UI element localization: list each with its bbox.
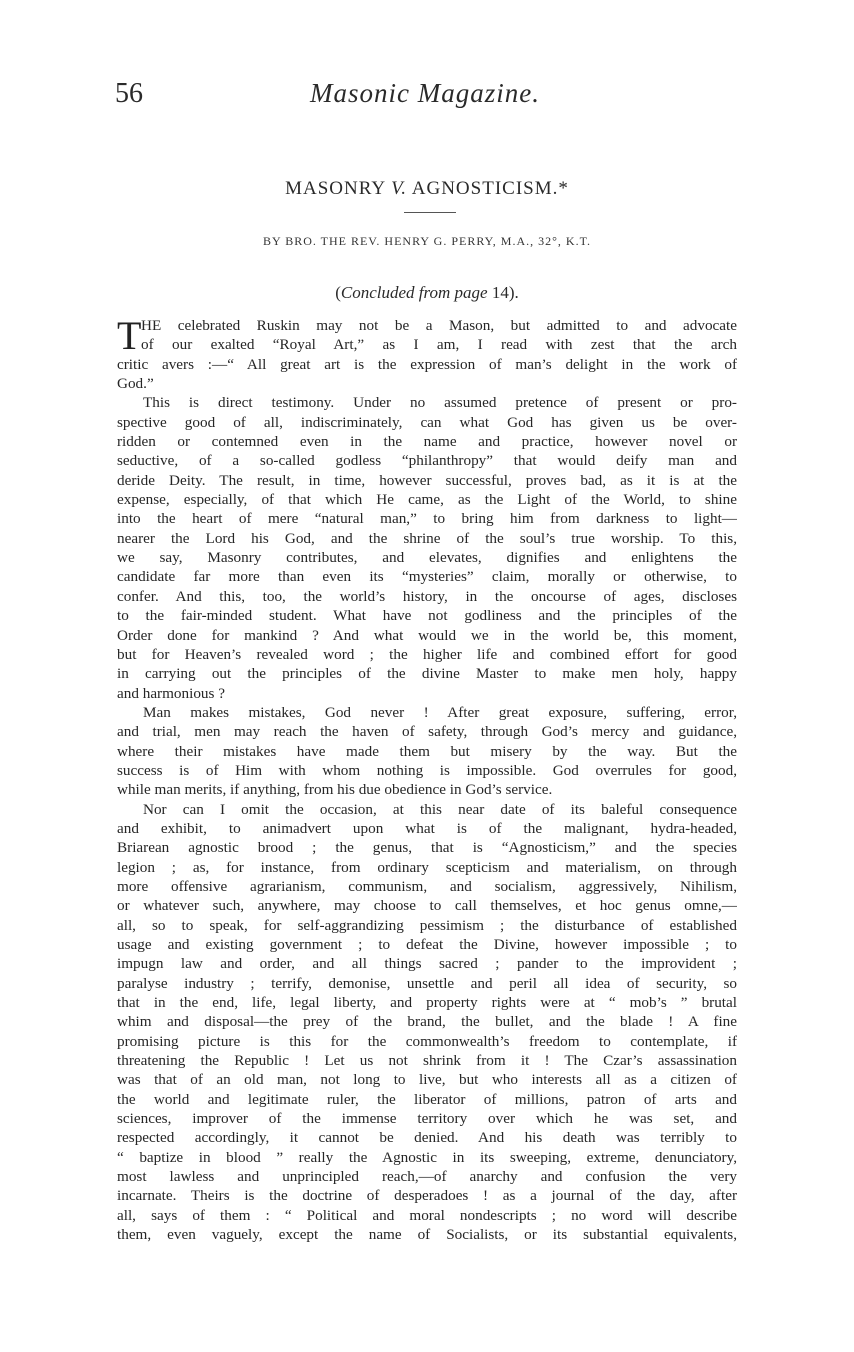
body-line: legion ; as, for instance, from ordinary scepticism and materialism, on through xyxy=(117,858,737,876)
body-line: the world and legitimate ruler, the liberator of millions, patron of arts and xyxy=(117,1090,737,1108)
body-line: HE celebrated Ruskin may not be a Mason, but admitted to and advocate xyxy=(141,317,737,334)
body-line: more offensive agrarianism, communism, and socialism, aggressively, Nihilism, xyxy=(117,877,737,895)
journal-title: Masonic Magazine. xyxy=(310,78,540,108)
body-line: where their mistakes have made them but misery by the way. But the xyxy=(117,742,737,760)
body-line: whim and disposal—the prey of the brand, the bullet, and the blade ! A fine xyxy=(117,1013,737,1031)
body-line: of our exalted “Royal Art,” as I am, I read with zest that the arch xyxy=(141,336,737,354)
body-line: we say, Masonry contributes, and elevates, dignifies and enlightens the xyxy=(117,549,737,567)
body-line: and harmonious ? xyxy=(117,684,225,702)
body-line: This is direct testimony. Under no assumed pretence of present or pro- xyxy=(143,394,737,412)
body-line: promising picture is this for the commonwealth’s freedom to contemplate, if xyxy=(117,1032,737,1050)
title-main: MASONRY xyxy=(285,178,392,199)
title-versus: V. xyxy=(391,178,408,199)
running-head xyxy=(115,78,735,112)
body-line: while man merits, if anything, from his due obedience in God’s service. xyxy=(117,781,553,799)
body-line: usage and existing government ; to defeat the Divine, however impossible ; to xyxy=(117,936,737,953)
body-line: or whatever such, anywhere, may choose to call themselves, et hoc genus omne,— xyxy=(117,897,737,915)
body-line: most lawless and unprincipled reach,—of anarchy and confusion the very xyxy=(117,1168,737,1186)
body-line: in carrying out the principles of the divine Master to make men holy, happy xyxy=(117,665,737,683)
body-line: impugn law and order, and all things sacred ; pander to the improvident ; xyxy=(117,955,737,973)
body-line: spective good of all, indiscriminately, can what God has given us be over- xyxy=(117,413,737,431)
body-line: Nor can I omit the occasion, at this near date of its baleful consequence xyxy=(143,800,737,818)
body-line: them, even vaguely, except the name of Socialists, or its substantial equivalents, xyxy=(117,1226,737,1244)
title-divider xyxy=(404,212,456,213)
body-line: all, says of them : “ Political and moral nondescripts ; no word will describe xyxy=(117,1206,737,1224)
body-line: to the fair-minded student. What have not godliness and the principles of the xyxy=(117,607,737,625)
body-line: success is of Him with whom nothing is impossible. God overrules for good, xyxy=(117,761,737,779)
body-line: ridden or contemned even in the name and practice, however novel or xyxy=(117,433,737,451)
body-line: Order done for mankind ? And what would we in the world be, this moment, xyxy=(117,626,737,644)
drop-cap: T xyxy=(117,313,142,358)
body-line: into the heart of mere “natural man,” to bring him from darkness to light— xyxy=(117,510,737,528)
body-line: and exhibit, to animadvert upon what is of the malignant, hydra-headed, xyxy=(117,819,737,837)
body-line: expense, especially, of that which He came, as the Light of the World, to shine xyxy=(117,491,737,509)
body-line: incarnate. Theirs is the doctrine of desperadoes ! as a journal of the day, after xyxy=(117,1187,737,1205)
body-line: critic avers :—“ All great art is the expression of man’s delight in the work of xyxy=(117,355,737,373)
continuation-close: 14). xyxy=(487,283,519,302)
body-line: respected accordingly, it cannot be denied. And his death was terribly to xyxy=(117,1129,737,1147)
article-title xyxy=(0,178,854,200)
body-line: “ baptize in blood ” really the Agnostic in its sweeping, extreme, denunciatory, xyxy=(117,1148,737,1166)
body-line: paralyse industry ; terrify, demonise, unsettle and peril all idea of security, so xyxy=(117,974,737,992)
body-line: nearer the Lord his God, and the shrine of the soul’s true worship. To this, xyxy=(117,529,737,547)
body-line: deride Deity. The result, in time, however successful, proves bad, as it is at the xyxy=(117,471,737,489)
body-line: seductive, of a so-called godless “philanthropy” that would deify man and xyxy=(117,452,737,470)
continuation-note xyxy=(0,283,854,303)
continuation-italic: Concluded from page xyxy=(340,283,488,302)
body-line: God.” xyxy=(117,375,154,393)
body-line: that in the end, life, legal liberty, and property rights were at “ mob’s ” brutal xyxy=(117,994,737,1012)
body-line: Briarean agnostic brood ; the genus, that is “Agnosticism,” and the species xyxy=(117,839,737,857)
title-rest: AGNOSTICISM.* xyxy=(407,178,569,199)
byline: BY BRO. THE REV. HENRY G. PERRY, M.A., 32°, K.T. xyxy=(262,234,592,248)
body-line: all, so to speak, for self-aggrandizing pessimism ; the disturbance of established xyxy=(117,916,737,934)
body-line: was that of an old man, not long to live, but who interests all as a citizen of xyxy=(117,1071,737,1089)
continuation-open: ( xyxy=(335,283,341,302)
body-line: confer. And this, too, the world’s history, in the oncourse of ages, discloses xyxy=(117,587,737,605)
body-line: but for Heaven’s revealed word ; the higher life and combined effort for good xyxy=(117,645,737,663)
body-line: sciences, improver of the immense territory over which he was set, and xyxy=(117,1110,737,1128)
body-line: and trial, men may reach the haven of safety, through God’s mercy and guidance, xyxy=(117,723,737,741)
article-body xyxy=(117,313,737,1245)
page-number: 56 xyxy=(115,78,143,109)
body-line: candidate far more than even its “mysteries” claim, morally or otherwise, to xyxy=(117,568,737,586)
body-line: Man makes mistakes, God never ! After great exposure, suffering, error, xyxy=(143,703,737,721)
body-line: threatening the Republic ! Let us not shrink from it ! The Czar’s assassination xyxy=(117,1052,737,1070)
